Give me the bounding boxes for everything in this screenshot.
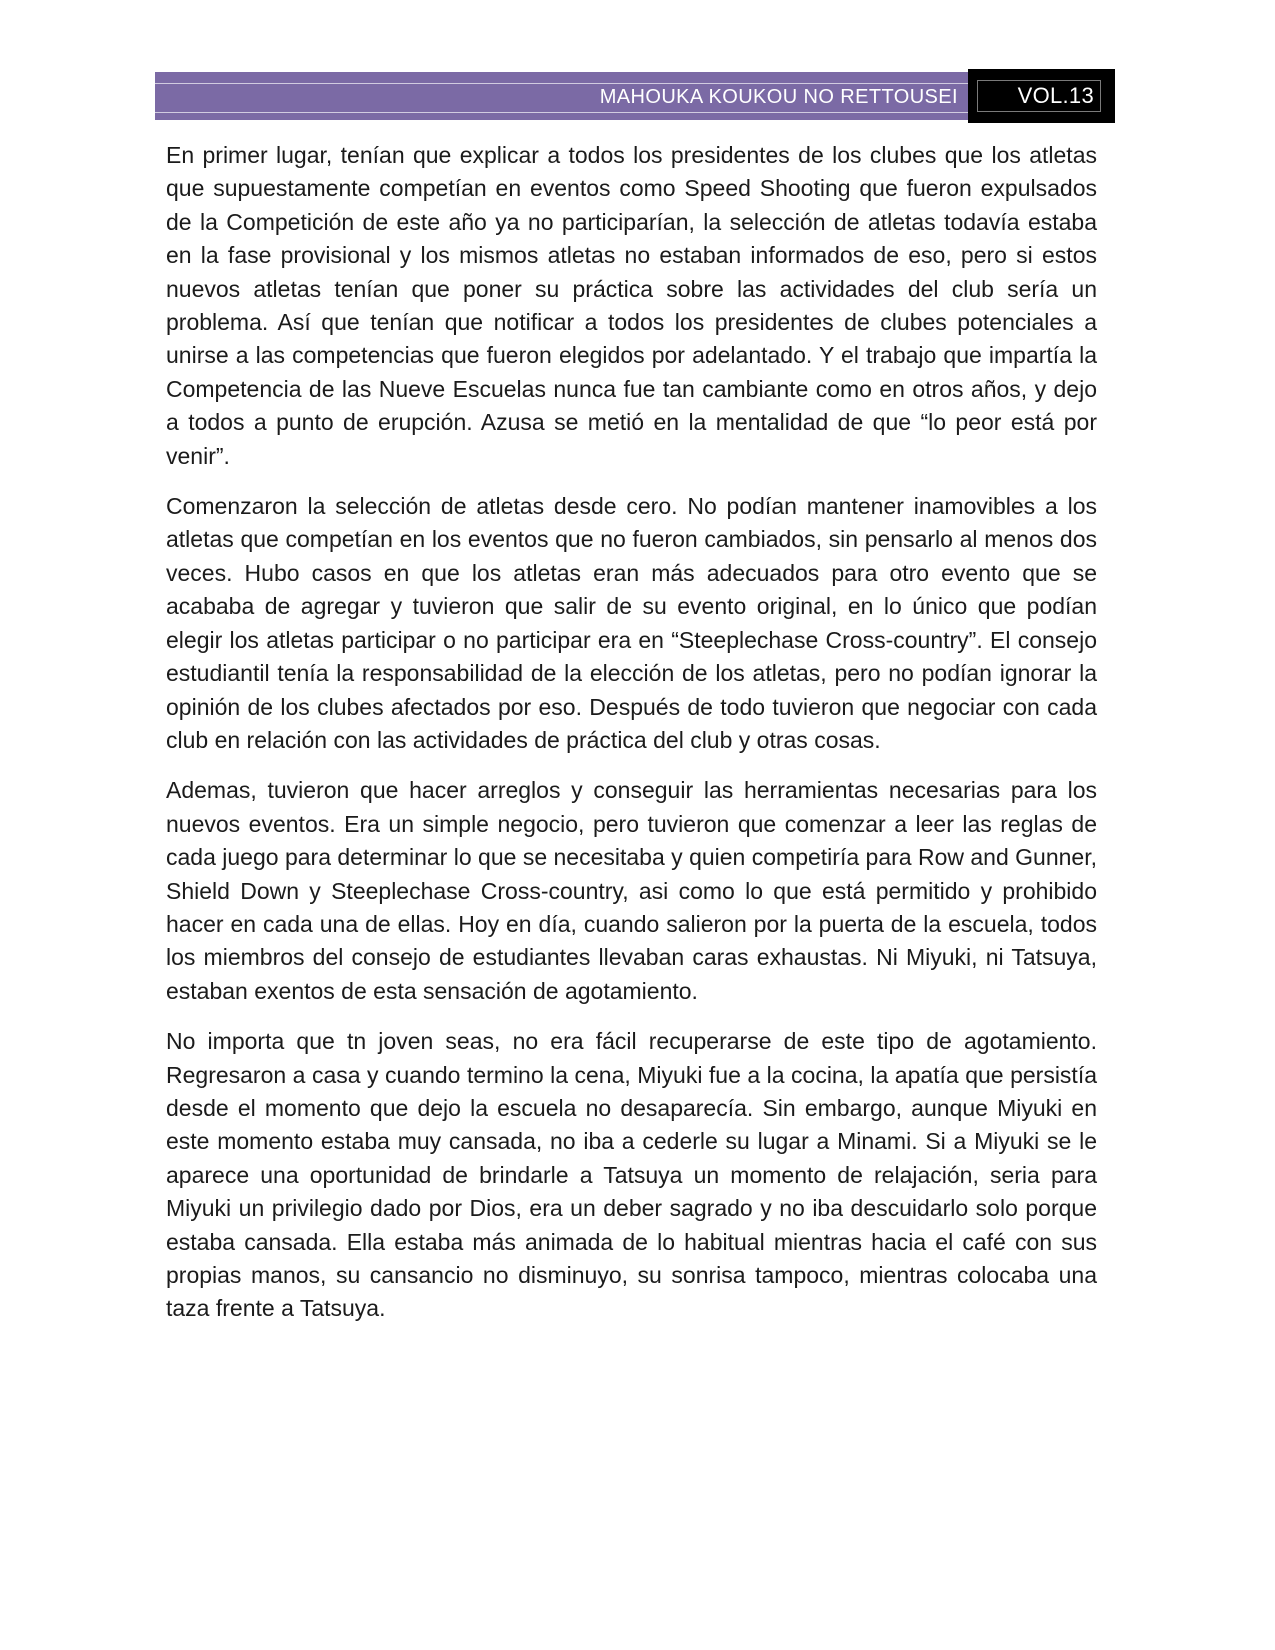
paragraph: No importa que tn joven seas, no era fácil recuperarse de este tipo de agotamiento. Regresaron a casa y cuando termino la cena, Miyuki fue a la cocina, la apatía que persistía desde el momento que dejo la escuela no desaparecía. Sin embargo, aunque Miyuki en este momento estaba muy cansada, no iba a cederle su lugar a Minami. Si a Miyuki se le aparece una oportunidad de brindarle a Tatsuya un momento de relajación, seria para Miyuki un privilegio dado por Dios, era un deber sagrado y no iba descuidarlo solo porque estaba cansada. Ella estaba más animada de lo habitual mientras hacia el café con sus propias manos, su cansancio no disminuyo, su sonrisa tampoco, mientras colocaba una taza frente a Tatsuya. bbox=[166, 1028, 1097, 1322]
paragraph: Ademas, tuvieron que hacer arreglos y conseguir las herramientas necesarias para los nuevos eventos. Era un simple negocio, pero tuvieron que comenzar a leer las reglas de cada juego para determinar lo que se necesitaba y quien competiría para Row and Gunner, Shield Down y Steeplechase Cross-country, asi como lo que está permitido y prohibido hacer en cada una de ellas. Hoy en día, cuando salieron por la puerta de la escuela, todos los miembros del consejo de estudiantes llevaban caras exhaustas. Ni Miyuki, ni Tatsuya, estaban exentos de esta sensación de agotamiento. bbox=[166, 777, 1097, 1004]
document-body bbox=[166, 139, 1097, 1343]
paragraph: En primer lugar, tenían que explicar a todos los presidentes de los clubes que los atletas que supuestamente competían en eventos como Speed Shooting que fueron expulsados de la Competición de este año ya no participarían, la selección de atletas todavía estaba en la fase provisional y los mismos atletas no estaban informados de eso, pero si estos nuevos atletas tenían que poner su práctica sobre las actividades del club sería un problema. Así que tenían que notificar a todos los presidentes de clubes potenciales a unirse a las competencias que fueron elegidos por adelantado. Y el trabajo que impartía la Competencia de las Nueve Escuelas nunca fue tan cambiante como en otros años, y dejo a todos a punto de erupción. Azusa se metió en la mentalidad de que “lo peor está por venir”. bbox=[166, 142, 1097, 469]
volume-label: VOL.13 bbox=[1017, 83, 1094, 108]
paragraph: Comenzaron la selección de atletas desde cero. No podían mantener inamovibles a los atletas que competían en los eventos que no fueron cambiados, sin pensarlo al menos dos veces. Hubo casos en que los atletas eran más adecuados para otro evento que se acababa de agregar y tuvieron que salir de su evento original, en lo único que podían elegir los atletas participar o no participar era en “Steeplechase Cross-country”. El consejo estudiantil tenía la responsabilidad de la elección de los atletas, pero no podían ignorar la opinión de los clubes afectados por eso. Después de todo tuvieron que negociar con cada club en relación con las actividades de práctica del club y otras cosas. bbox=[166, 493, 1097, 753]
header-title-cell bbox=[155, 72, 968, 120]
header-title: MAHOUKA KOUKOU NO RETTOUSEI bbox=[599, 85, 958, 108]
header-bar bbox=[155, 69, 1115, 123]
volume-badge bbox=[968, 69, 1115, 123]
